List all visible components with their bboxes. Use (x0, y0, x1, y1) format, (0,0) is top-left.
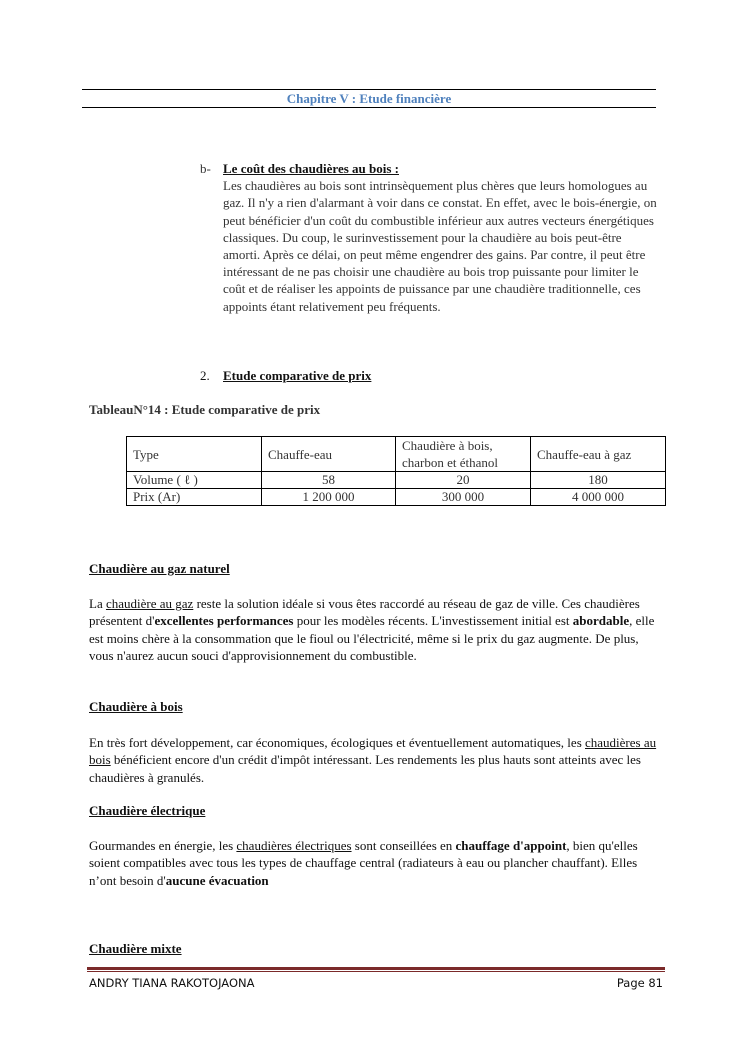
footer-page-number: Page 81 (616, 976, 663, 990)
text-run: La (89, 596, 106, 611)
table-cell: 58 (262, 472, 396, 489)
bold-run: chauffage d'appoint (455, 838, 567, 853)
table-header-row (127, 437, 666, 472)
text-run: En très fort développement, car économiques, écologiques et éventuellement automatiques, les (89, 735, 585, 750)
table-cell: 4 000 000 (531, 489, 666, 506)
table-row (127, 472, 666, 489)
table-header-cell: Type (127, 437, 262, 472)
gaz-paragraph (89, 595, 664, 664)
table-cell: 180 (531, 472, 666, 489)
bois-link[interactable]: chaudières au bois (89, 735, 657, 768)
subsection-body (223, 160, 660, 315)
bois-heading: Chaudière à bois (89, 699, 183, 714)
table-cell: 20 (396, 472, 531, 489)
text-run: sont conseillées en (351, 838, 456, 853)
text-run: bénéficient encore d'un crédit d'impôt intéressant. Les rendements les plus hauts sont atteints avec les chaudières à granulés. (89, 752, 641, 785)
electrique-paragraph (89, 837, 664, 889)
subsection-heading: Le coût des chaudières au bois : (223, 161, 399, 176)
subsection-marker: b- (200, 161, 211, 176)
mixte-heading: Chaudière mixte (89, 941, 182, 956)
table-header-cell: Chauffe-eau (262, 437, 396, 472)
chapter-title: Chapitre V : Etude financière (286, 91, 452, 106)
text-run: Gourmandes en énergie, les (89, 838, 237, 853)
footer-rule-thin (87, 971, 665, 972)
gaz-link[interactable]: chaudière au gaz (105, 596, 194, 611)
table-cell: Prix (Ar) (127, 489, 262, 506)
electrique-link[interactable]: chaudières électriques (236, 838, 352, 853)
text-run: , elle est moins chère à la consommation que le fioul ou l'électricité, même si le prix du gaz augmente. De plus, vous n'aurez aucun souci d'approvisionnement du combustible. (89, 613, 655, 663)
section-title: Etude comparative de prix (223, 368, 372, 383)
subsection-text: Les chaudières au bois sont intrinsèquement plus chères que leurs homologues au gaz. Il n'y a rien d'alarmant à voir dans ce constat. En effet, avec le bois-énergie, on peut bénéficier d'un coût du combustible inférieur aux autres vecteurs énergétiques classiques. Du coup, le surinvestissement pour la chaudière au bois peut-être amorti. Après ce délai, on peut même engendrer des gains. Par contre, il peut être intéressant de ne pas choisir une chaudière au bois trop puissante pour limiter le coût et de réaliser les appoints de puissance par une chaudière traditionnelle, ces appoints étant relativement peu fréquents. (223, 178, 657, 314)
text-run: reste la solution idéale si vous êtes raccordé au réseau de gaz de ville. Ces chaudières présentent d' (89, 596, 640, 629)
table-cell: 300 000 (396, 489, 531, 506)
section-number: 2. (200, 368, 210, 383)
table-caption: TableauN°14 : Etude comparative de prix (89, 402, 321, 417)
text-run: pour les modèles récents. L'investissement initial est (293, 613, 573, 629)
text-run: , bien qu'elles soient compatibles avec tous les types de chauffage central (radiateurs à eau ou plancher chauffant). Elles n’ont besoin d' (89, 838, 638, 888)
footer-rule-thick (87, 967, 665, 970)
bois-paragraph (89, 734, 664, 786)
footer-author: ANDRY TIANA RAKOTOJAONA (89, 976, 255, 990)
bold-run: excellentes performances (154, 613, 294, 629)
table-header-cell: Chaudière à bois, charbon et éthanol (396, 437, 531, 472)
header-rule-top (82, 89, 656, 90)
table-cell: Volume ( ℓ ) (127, 472, 262, 489)
bold-run: aucune évacuation (165, 872, 269, 888)
electrique-heading: Chaudière électrique (89, 803, 206, 818)
gaz-heading: Chaudière au gaz naturel (89, 561, 230, 576)
table-row (127, 489, 666, 506)
table-header-cell: Chauffe-eau à gaz (531, 437, 666, 472)
table-cell: 1 200 000 (262, 489, 396, 506)
header-rule-bottom (82, 107, 656, 108)
bold-run: abordable (572, 613, 630, 629)
price-comparison-table (126, 436, 666, 506)
